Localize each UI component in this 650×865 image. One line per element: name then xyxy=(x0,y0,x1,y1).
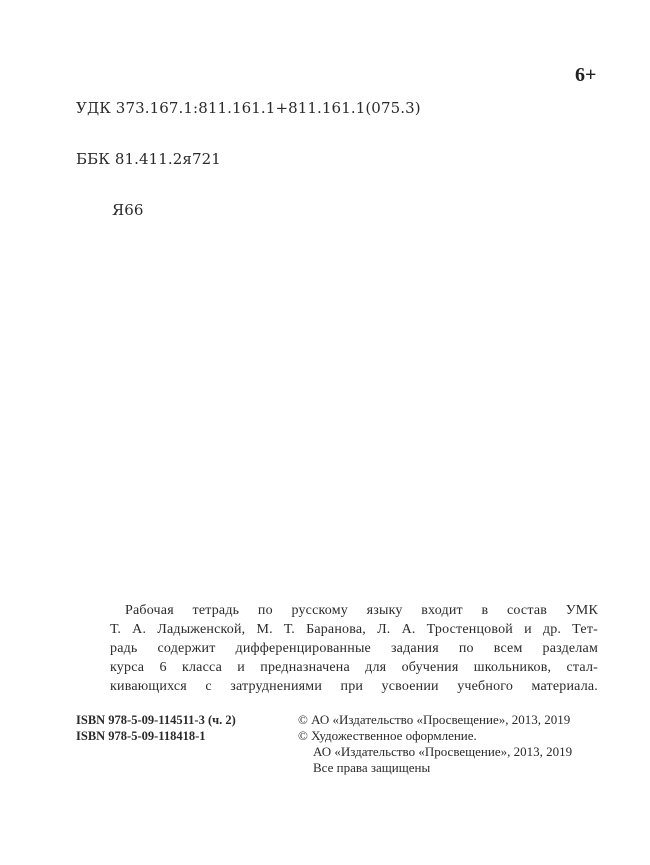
isbn-line: ISBN 978-5-09-114511-3 (ч. 2) xyxy=(76,713,236,727)
classification-codes xyxy=(76,66,421,236)
annotation-line: курса 6 класса и предназначена для обучения школьников, стал- xyxy=(110,659,598,675)
author-mark: Я66 xyxy=(112,201,144,219)
rights-reserved: Все права защищены xyxy=(313,760,431,775)
copyright-block xyxy=(298,712,572,776)
age-rating: 6+ xyxy=(575,64,597,86)
copyright-line: © Художественное оформление. xyxy=(298,728,477,743)
udk-code: УДК 373.167.1:811.161.1+811.161.1(075.3) xyxy=(76,99,421,117)
annotation-line: кивающихся с затруднениями при усвоении учебного материала. xyxy=(110,678,598,694)
isbn-line: ISBN 978-5-09-118418-1 xyxy=(76,729,206,743)
annotation-line: радь содержит дифференцированные задания по всем разделам xyxy=(110,640,598,656)
annotation-line: Т. А. Ладыженской, М. Т. Баранова, Л. А. Тростенцовой и др. Тет- xyxy=(110,621,598,637)
annotation-paragraph xyxy=(110,602,598,697)
copyright-line: © АО «Издательство «Просвещение», 2013, 2019 xyxy=(298,712,571,727)
copyright-line: АО «Издательство «Просвещение», 2013, 2019 xyxy=(313,744,573,759)
bbk-code: ББК 81.411.2я721 xyxy=(76,150,221,168)
annotation-line: Рабочая тетрадь по русскому языку входит в состав УМК xyxy=(125,603,598,618)
isbn-block xyxy=(76,712,236,744)
